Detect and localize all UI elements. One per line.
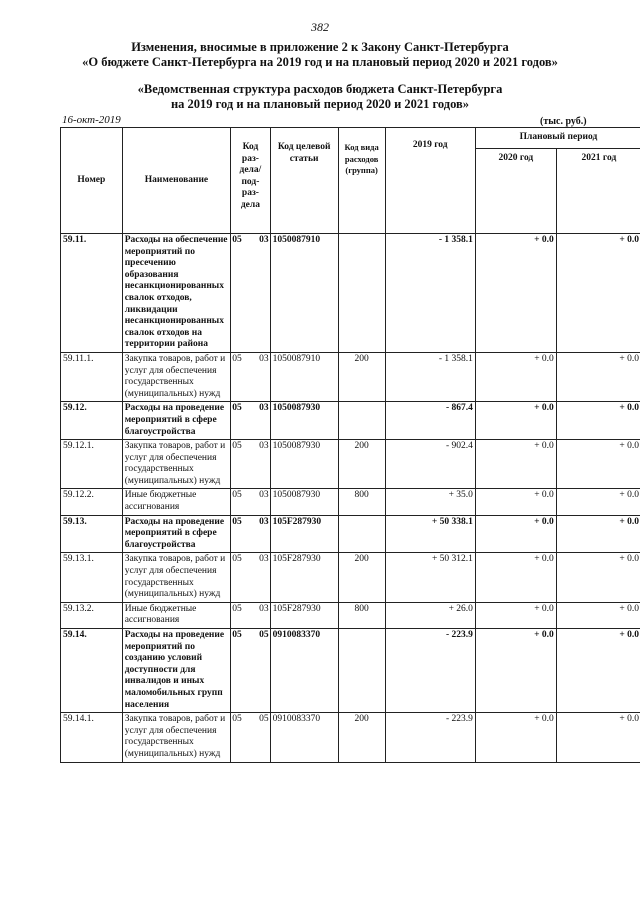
header-spacer-cell [475,167,556,234]
table-row [61,713,640,762]
row-type-code [338,629,385,713]
row-value-2020: + 0.0 [475,713,556,762]
row-type-code [338,234,385,353]
row-value-2019: + 50 312.1 [385,553,475,602]
col-name-header: Наименование [122,128,231,234]
subsection-code: 03 [259,403,269,414]
section-code: 05 [232,353,242,364]
section-code: 05 [232,630,242,640]
row-value-2020: + 0.0 [475,515,556,553]
row-number: 59.14.1. [61,713,123,762]
subtitle-line-2: на 2019 год и на плановый период 2020 и 2021 годов» [170,97,470,111]
row-value-2020: + 0.0 [475,352,556,401]
row-section-code [231,713,270,762]
row-name: Закупка товаров, работ и услуг для обеспечения государственных (муниципальных) нужд [122,352,231,401]
table-row [61,629,640,713]
row-section-code [231,489,270,515]
subsection-code: 03 [259,353,269,364]
row-number: 59.13. [61,515,123,553]
row-value-2021: + 0.0 [556,234,640,353]
table-row [61,440,640,489]
row-target-code: 105F287930 [270,553,338,602]
title-line-2: «О бюджете Санкт-Петербурга на 2019 год и на плановый период 2020 и 2021 годов» [82,55,558,69]
row-name: Расходы на проведение мероприятий в сфере благоустройства [122,515,231,553]
section-code: 05 [232,554,242,565]
page-number: 382 [311,20,329,34]
document-date: 16-окт-2019 [62,114,121,126]
row-name: Расходы на обеспечение мероприятий по пресечению образования несанкционированных свалок отходов, ликвидации несанкционированных свалок отходов на территории района [122,234,231,353]
subtitle-line-1: «Ведомственная структура расходов бюджета Санкт-Петербурга [137,82,503,96]
document-subtitle [0,82,640,112]
row-section-code [231,440,270,489]
row-value-2021: + 0.0 [556,602,640,628]
row-number: 59.13.1. [61,553,123,602]
row-name: Иные бюджетные ассигнования [122,602,231,628]
row-value-2021: + 0.0 [556,629,640,713]
row-value-2020: + 0.0 [475,402,556,440]
col-section-header: Код раз-дела/ под-раз-дела [231,128,270,234]
row-target-code: 105F287930 [270,515,338,553]
row-name: Расходы на проведение мероприятий по созданию условий доступности для инвалидов и иных маломобильных групп населения [122,629,231,713]
row-value-2019: - 1 358.1 [385,234,475,353]
row-type-code: 800 [338,489,385,515]
row-name: Закупка товаров, работ и услуг для обеспечения государственных (муниципальных) нужд [122,553,231,602]
row-type-code: 800 [338,602,385,628]
row-value-2019: + 26.0 [385,602,475,628]
section-code: 05 [232,603,242,614]
row-number: 59.14. [61,629,123,713]
row-type-code: 200 [338,440,385,489]
section-code: 05 [232,516,242,527]
table-header-row [61,128,640,149]
table-row [61,402,640,440]
table-row [61,352,640,401]
row-value-2021: + 0.0 [556,352,640,401]
row-value-2020: + 0.0 [475,489,556,515]
row-value-2019: - 902.4 [385,440,475,489]
row-name: Расходы на проведение мероприятий в сфере благоустройства [122,402,231,440]
section-code: 05 [232,403,242,414]
row-section-code [231,629,270,713]
subsection-code: 05 [259,714,269,725]
budget-table [60,127,640,763]
col-2020-header: 2020 год [475,149,556,168]
section-code: 05 [232,490,242,501]
row-value-2020: + 0.0 [475,553,556,602]
section-code: 05 [232,441,242,452]
table-row [61,553,640,602]
row-value-2020: + 0.0 [475,234,556,353]
row-number: 59.11.1. [61,352,123,401]
row-value-2019: + 50 338.1 [385,515,475,553]
table-row [61,489,640,515]
table-row [61,515,640,553]
row-value-2021: + 0.0 [556,402,640,440]
col-number-header: Номер [61,128,123,234]
row-type-code: 200 [338,713,385,762]
row-value-2020: + 0.0 [475,440,556,489]
row-target-code: 1050087910 [270,234,338,353]
row-value-2021: + 0.0 [556,440,640,489]
row-value-2020: + 0.0 [475,629,556,713]
subsection-code: 03 [259,235,269,245]
subsection-code: 03 [259,441,269,452]
title-line-1: Изменения, вносимые в приложение 2 к Закону Санкт-Петербурга [131,40,509,54]
row-value-2020: + 0.0 [475,602,556,628]
row-value-2019: - 1 358.1 [385,352,475,401]
section-code: 05 [232,714,242,725]
col-2019-header: 2019 год [385,128,475,234]
row-type-code: 200 [338,352,385,401]
row-value-2019: - 223.9 [385,629,475,713]
row-number: 59.13.2. [61,602,123,628]
subsection-code: 03 [259,490,269,501]
header-spacer-cell [556,167,640,234]
row-value-2019: + 35.0 [385,489,475,515]
section-code: 05 [232,235,242,245]
subsection-code: 03 [259,554,269,565]
row-section-code [231,515,270,553]
row-section-code [231,352,270,401]
row-target-code: 1050087930 [270,402,338,440]
row-section-code [231,402,270,440]
row-number: 59.12.2. [61,489,123,515]
units-label: (тыс. руб.) [540,116,587,127]
row-target-code: 0910083370 [270,713,338,762]
row-number: 59.11. [61,234,123,353]
subsection-code: 03 [259,516,269,527]
row-value-2021: + 0.0 [556,713,640,762]
row-value-2021: + 0.0 [556,553,640,602]
document-title [0,40,640,70]
col-planned-header: Плановый период [475,128,640,149]
row-section-code [231,602,270,628]
row-target-code: 1050087930 [270,440,338,489]
row-number: 59.12.1. [61,440,123,489]
row-target-code: 1050087930 [270,489,338,515]
row-type-code [338,515,385,553]
row-value-2019: - 867.4 [385,402,475,440]
row-name: Закупка товаров, работ и услуг для обеспечения государственных (муниципальных) нужд [122,713,231,762]
row-value-2019: - 223.9 [385,713,475,762]
row-section-code [231,234,270,353]
row-target-code: 1050087910 [270,352,338,401]
subsection-code: 03 [259,603,269,614]
row-value-2021: + 0.0 [556,515,640,553]
row-name: Иные бюджетные ассигнования [122,489,231,515]
col-type-header: Код вида расходов (группа) [338,128,385,234]
subsection-code: 05 [259,630,269,640]
table-body [61,234,640,763]
row-type-code [338,402,385,440]
row-section-code [231,553,270,602]
col-target-header: Код целевой статьи [270,128,338,234]
row-type-code: 200 [338,553,385,602]
col-2021-header: 2021 год [556,149,640,168]
row-target-code: 0910083370 [270,629,338,713]
table-row [61,602,640,628]
row-number: 59.12. [61,402,123,440]
table-row [61,234,640,353]
row-name: Закупка товаров, работ и услуг для обеспечения государственных (муниципальных) нужд [122,440,231,489]
row-target-code: 105F287930 [270,602,338,628]
row-value-2021: + 0.0 [556,489,640,515]
